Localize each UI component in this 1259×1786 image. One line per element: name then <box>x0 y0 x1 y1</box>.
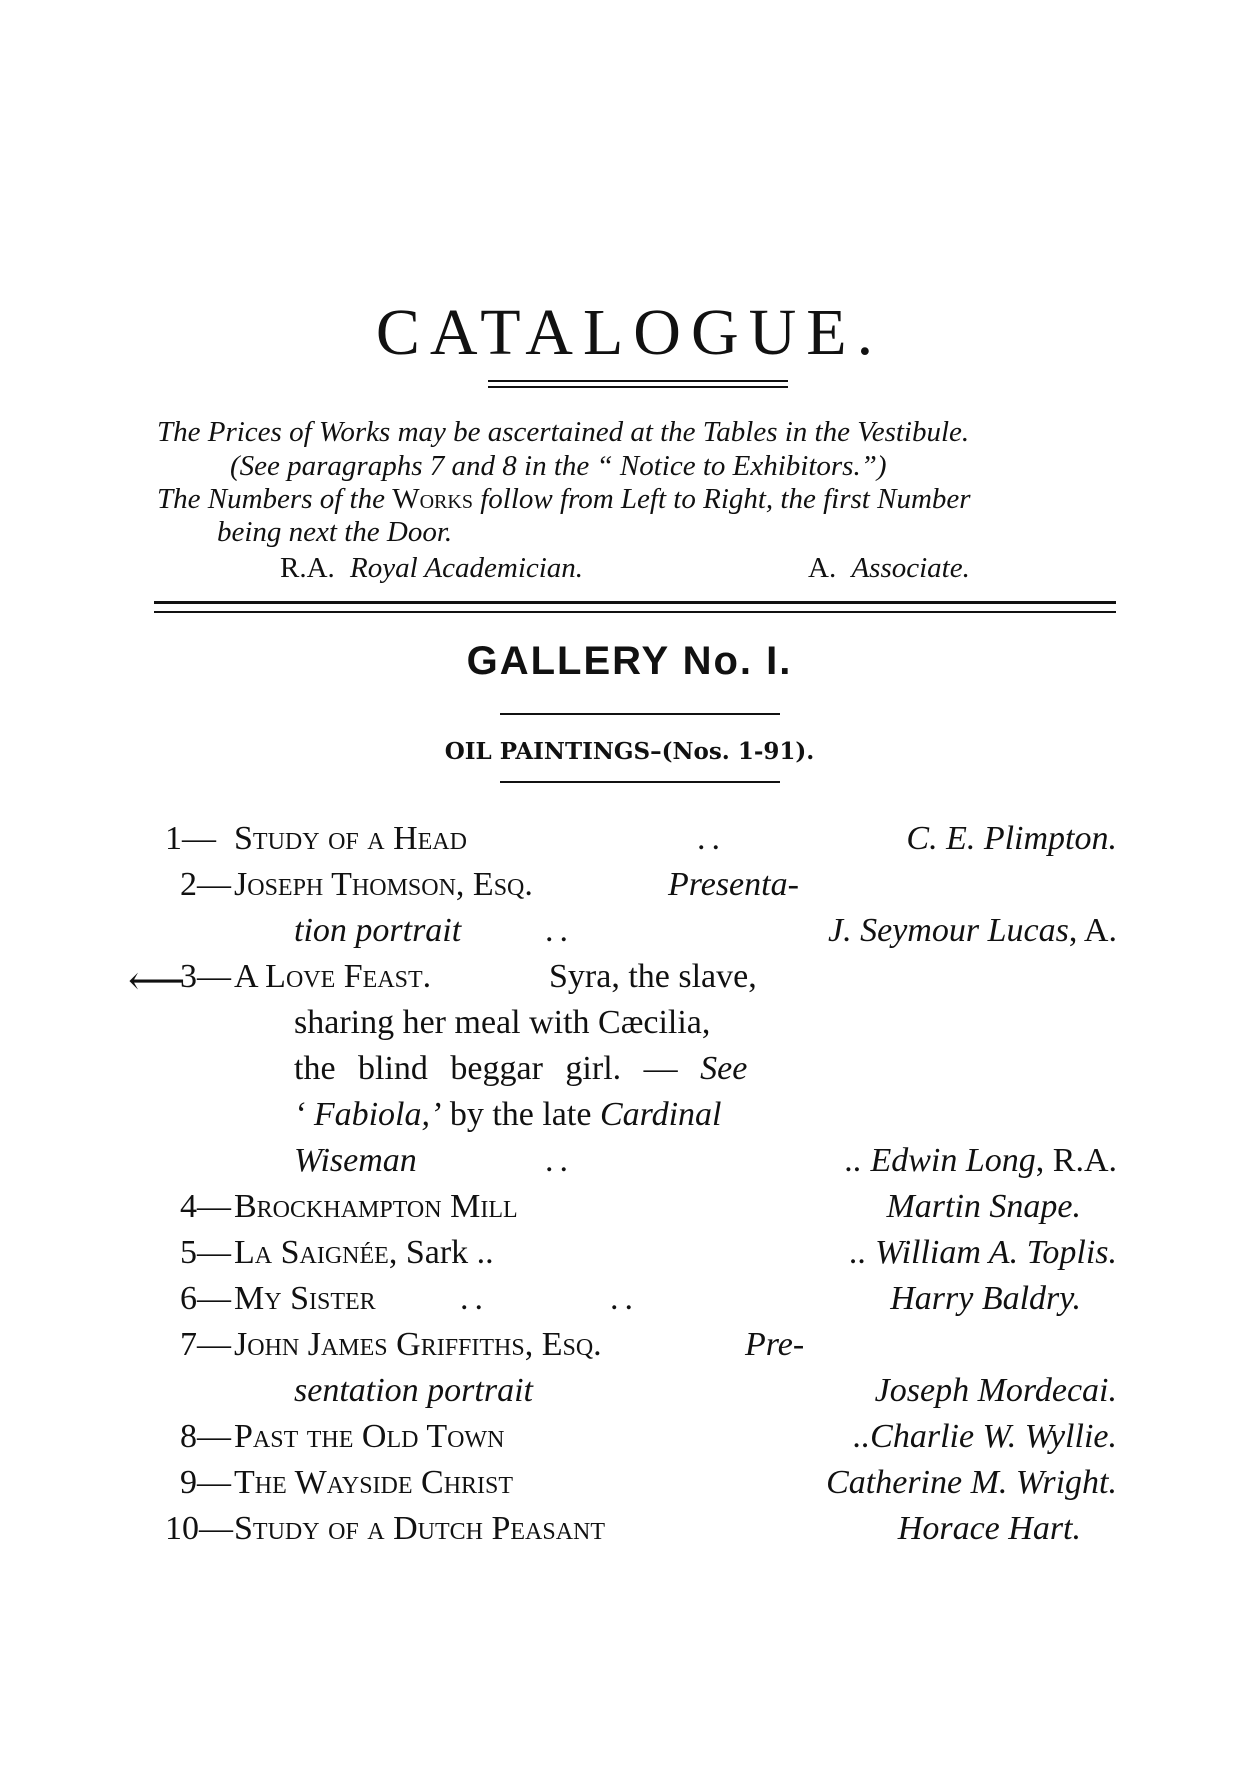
entry-3-line-4-a: ‘ Fabiola,’ <box>294 1096 442 1133</box>
abbr-a-code: A. <box>808 552 837 584</box>
entry-6-artist: Harry Baldry. <box>890 1280 1081 1317</box>
entry-1-number: 1— <box>165 820 216 857</box>
entry-3-artist-name: .. Edwin Long <box>844 1142 1036 1179</box>
entry-2-artist <box>828 914 1117 948</box>
section-rule-thick <box>154 601 1116 604</box>
entry-3-line-2: sharing her meal with Cæcilia, <box>294 1004 711 1041</box>
entry-2-desc-2: tion portrait <box>294 912 462 949</box>
entry-10-title: Study of a Dutch Peasant <box>234 1510 606 1547</box>
entry-7-artist: Joseph Mordecai. <box>874 1372 1117 1409</box>
intro-line-4: being next the Door. <box>217 516 453 548</box>
entry-5-number: 5— <box>180 1234 231 1271</box>
intro-line-3 <box>157 485 971 514</box>
entry-2-number: 2— <box>180 866 231 903</box>
entry-2-title: Joseph Thomson, Esq. <box>234 866 533 903</box>
entry-6-dots-1: .. <box>460 1280 489 1317</box>
intro-line-3-c: follow from Left to Right, the first Number <box>472 483 971 515</box>
entry-5-title-suffix: , Sark .. <box>388 1234 494 1271</box>
entry-3-line-4-b: by the late <box>441 1096 600 1133</box>
entry-3-number: 3— <box>180 958 231 995</box>
entry-7-number: 7— <box>180 1326 231 1363</box>
entry-7-desc-1: Pre- <box>745 1326 805 1363</box>
entry-5-artist: .. William A. Toplis. <box>849 1234 1117 1271</box>
entry-3-artist-suffix: , R.A. <box>1035 1142 1117 1179</box>
section-heading: OIL PAINTINGS–(Nos. 1-91). <box>444 738 815 765</box>
entry-2-artist-suffix: , A. <box>1068 912 1117 949</box>
entry-3-line-3-a: the blind beggar girl. — <box>294 1050 701 1087</box>
intro-line-3-a: The Numbers of the <box>157 483 393 515</box>
entry-7-desc-2: sentation portrait <box>294 1372 533 1409</box>
intro-works-word: Works <box>392 483 473 515</box>
abbr-ra-text: Royal Academician. <box>350 552 584 584</box>
entry-3-line-4-c: Cardinal <box>599 1096 722 1133</box>
abbr-ra-code: R.A. <box>280 552 335 584</box>
entry-5-title: La Saignée <box>234 1234 389 1271</box>
entry-3-marker: ⟵ <box>128 958 186 1003</box>
abbr-a-text: Associate. <box>851 552 970 584</box>
entry-9-number: 9— <box>180 1464 231 1501</box>
section-heading-rule <box>500 781 780 783</box>
entry-9-title: The Wayside Christ <box>234 1464 514 1501</box>
entry-3-line-3 <box>294 1052 747 1086</box>
gallery-heading: GALLERY No. I. <box>466 639 793 683</box>
entry-3-artist <box>845 1144 1117 1178</box>
intro-line-1: The Prices of Works may be ascertained at the Tables in the Vestibule. <box>157 416 970 448</box>
entry-3-title: A Love Feast. <box>234 958 432 995</box>
entry-3-dots: .. <box>545 1142 574 1179</box>
title-rule-bottom <box>488 386 788 388</box>
entry-8-title: Past the Old Town <box>234 1418 505 1455</box>
gallery-rule <box>500 713 780 715</box>
entry-8-artist: ..Charlie W. Wyllie. <box>853 1418 1117 1455</box>
entry-1-artist: C. E. Plimpton. <box>906 820 1117 857</box>
entry-3-line-3-b: See <box>700 1050 748 1087</box>
entry-1-title: Study of a Head <box>234 820 467 857</box>
entry-8-number: 8— <box>180 1418 231 1455</box>
entry-9-artist: Catherine M. Wright. <box>826 1464 1117 1501</box>
intro-line-2: (See paragraphs 7 and 8 in the “ Notice to Exhibitors.”) <box>230 450 887 482</box>
abbr-ra <box>280 554 583 583</box>
entry-5-title-line <box>234 1236 494 1270</box>
entry-10-artist: Horace Hart. <box>897 1510 1081 1547</box>
abbr-a <box>808 554 970 583</box>
title-rule-top <box>488 380 788 382</box>
entry-2-dots: .. <box>545 912 574 949</box>
entry-2-desc-1: Presenta- <box>668 866 799 903</box>
entry-2-artist-name: J. Seymour Lucas <box>828 912 1069 949</box>
entry-6-dots-2: .. <box>610 1280 639 1317</box>
entry-10-number: 10— <box>165 1510 233 1547</box>
entry-3-line-5: Wiseman <box>294 1142 417 1179</box>
entry-7-title: John James Griffiths, Esq. <box>234 1326 602 1363</box>
entry-4-title: Brockhampton Mill <box>234 1188 518 1225</box>
entry-6-title: My Sister <box>234 1280 376 1317</box>
entry-4-number: 4— <box>180 1188 231 1225</box>
section-rule-thin <box>154 611 1116 613</box>
entry-1-dots: .. <box>697 820 726 857</box>
entry-3-line-1: Syra, the slave, <box>549 958 757 995</box>
entry-6-number: 6— <box>180 1280 231 1317</box>
entry-3-line-4 <box>294 1098 721 1132</box>
entry-4-artist: Martin Snape. <box>886 1188 1081 1225</box>
page-title: CATALOGUE. <box>375 296 884 369</box>
